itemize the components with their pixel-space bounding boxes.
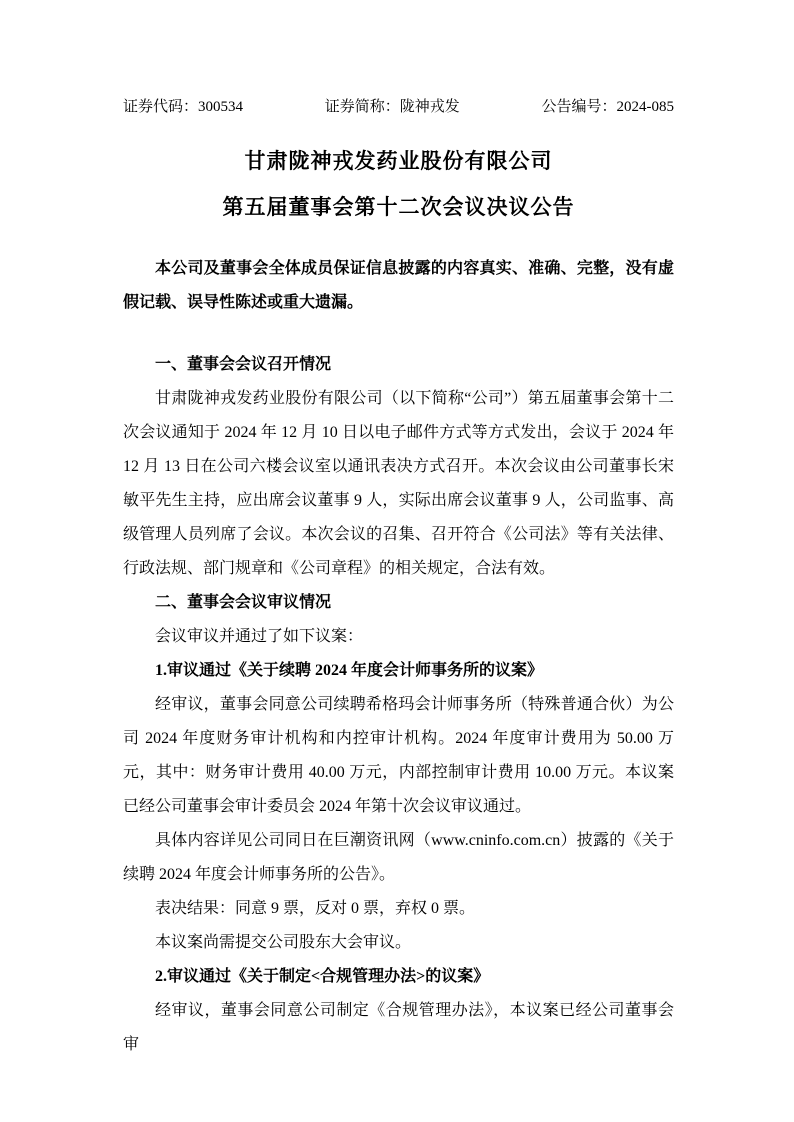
item-1-paragraph-1: 经审议，董事会同意公司续聘希格玛会计师事务所（特殊普通合伙）为公司 2024 年度财务审计机构和内控审计机构。2024 年度审计费用为 50.00 万元，其中：财务审计费用 40.00 万元，内部控制审计费用 10.00 万元。本议案已经公司董事会审计委员会 2024 年第十次会议审议通过。 [123,696,674,815]
item-1-vote-result: 表决结果：同意 9 票，反对 0 票，弃权 0 票。 [155,900,476,917]
document-content [123,96,674,1062]
stock-abbr: 证券简称：陇神戎发 [324,99,460,115]
stock-code: 证券代码：300534 [123,99,244,115]
item-2-paragraph-1: 经审议，董事会同意公司制定《合规管理办法》，本议案已经公司董事会审 [123,1002,674,1053]
title-block [123,138,674,230]
item-1-paragraph-2: 具体内容详见公司同日在巨潮资讯网（www.cninfo.com.cn）披露的《关于续聘 2024 年度会计师事务所的公告》。 [123,832,674,883]
company-name-title: 甘肃陇神戎发药业股份有限公司 [244,149,553,173]
announcement-number: 公告编号：2024-085 [541,99,674,115]
item-1-note: 本议案尚需提交公司股东大会审议。 [155,934,412,951]
doc-header [123,96,674,118]
announcement-title: 第五届董事会第十二次会议决议公告 [222,195,575,219]
section-2-intro: 会议审议并通过了如下议案： [155,628,364,645]
section-1-paragraph: 甘肃陇神戎发药业股份有限公司（以下简称“公司”）第五届董事会第十二次会议通知于 2024 年 12 月 10 日以电子邮件方式等方式发出，会议于 2024 年 12 月 13 日在公司六楼会议室以通讯表决方式召开。本次会议由公司董事长宋敏平先生主持，应出席会议董事 9 人，实际出席会议董事 9 人，公司监事、高级管理人员列席了会议。本次会议的召集、召开符合《公司法》等有关法律、行政法规、部门规章和《公司章程》的相关规定，合法有效。 [123,390,674,577]
section-2-heading: 二、董事会会议审议情况 [155,594,332,611]
item-2-heading: 2.审议通过《关于制定<合规管理办法>的议案》 [155,968,490,985]
disclaimer-statement: 本公司及董事会全体成员保证信息披露的内容真实、准确、完整，没有虚假记载、误导性陈述或重大遗漏。 [123,260,674,311]
section-1-heading: 一、董事会会议召开情况 [155,356,332,373]
item-1-heading: 1.审议通过《关于续聘 2024 年度会计师事务所的议案》 [155,662,544,679]
